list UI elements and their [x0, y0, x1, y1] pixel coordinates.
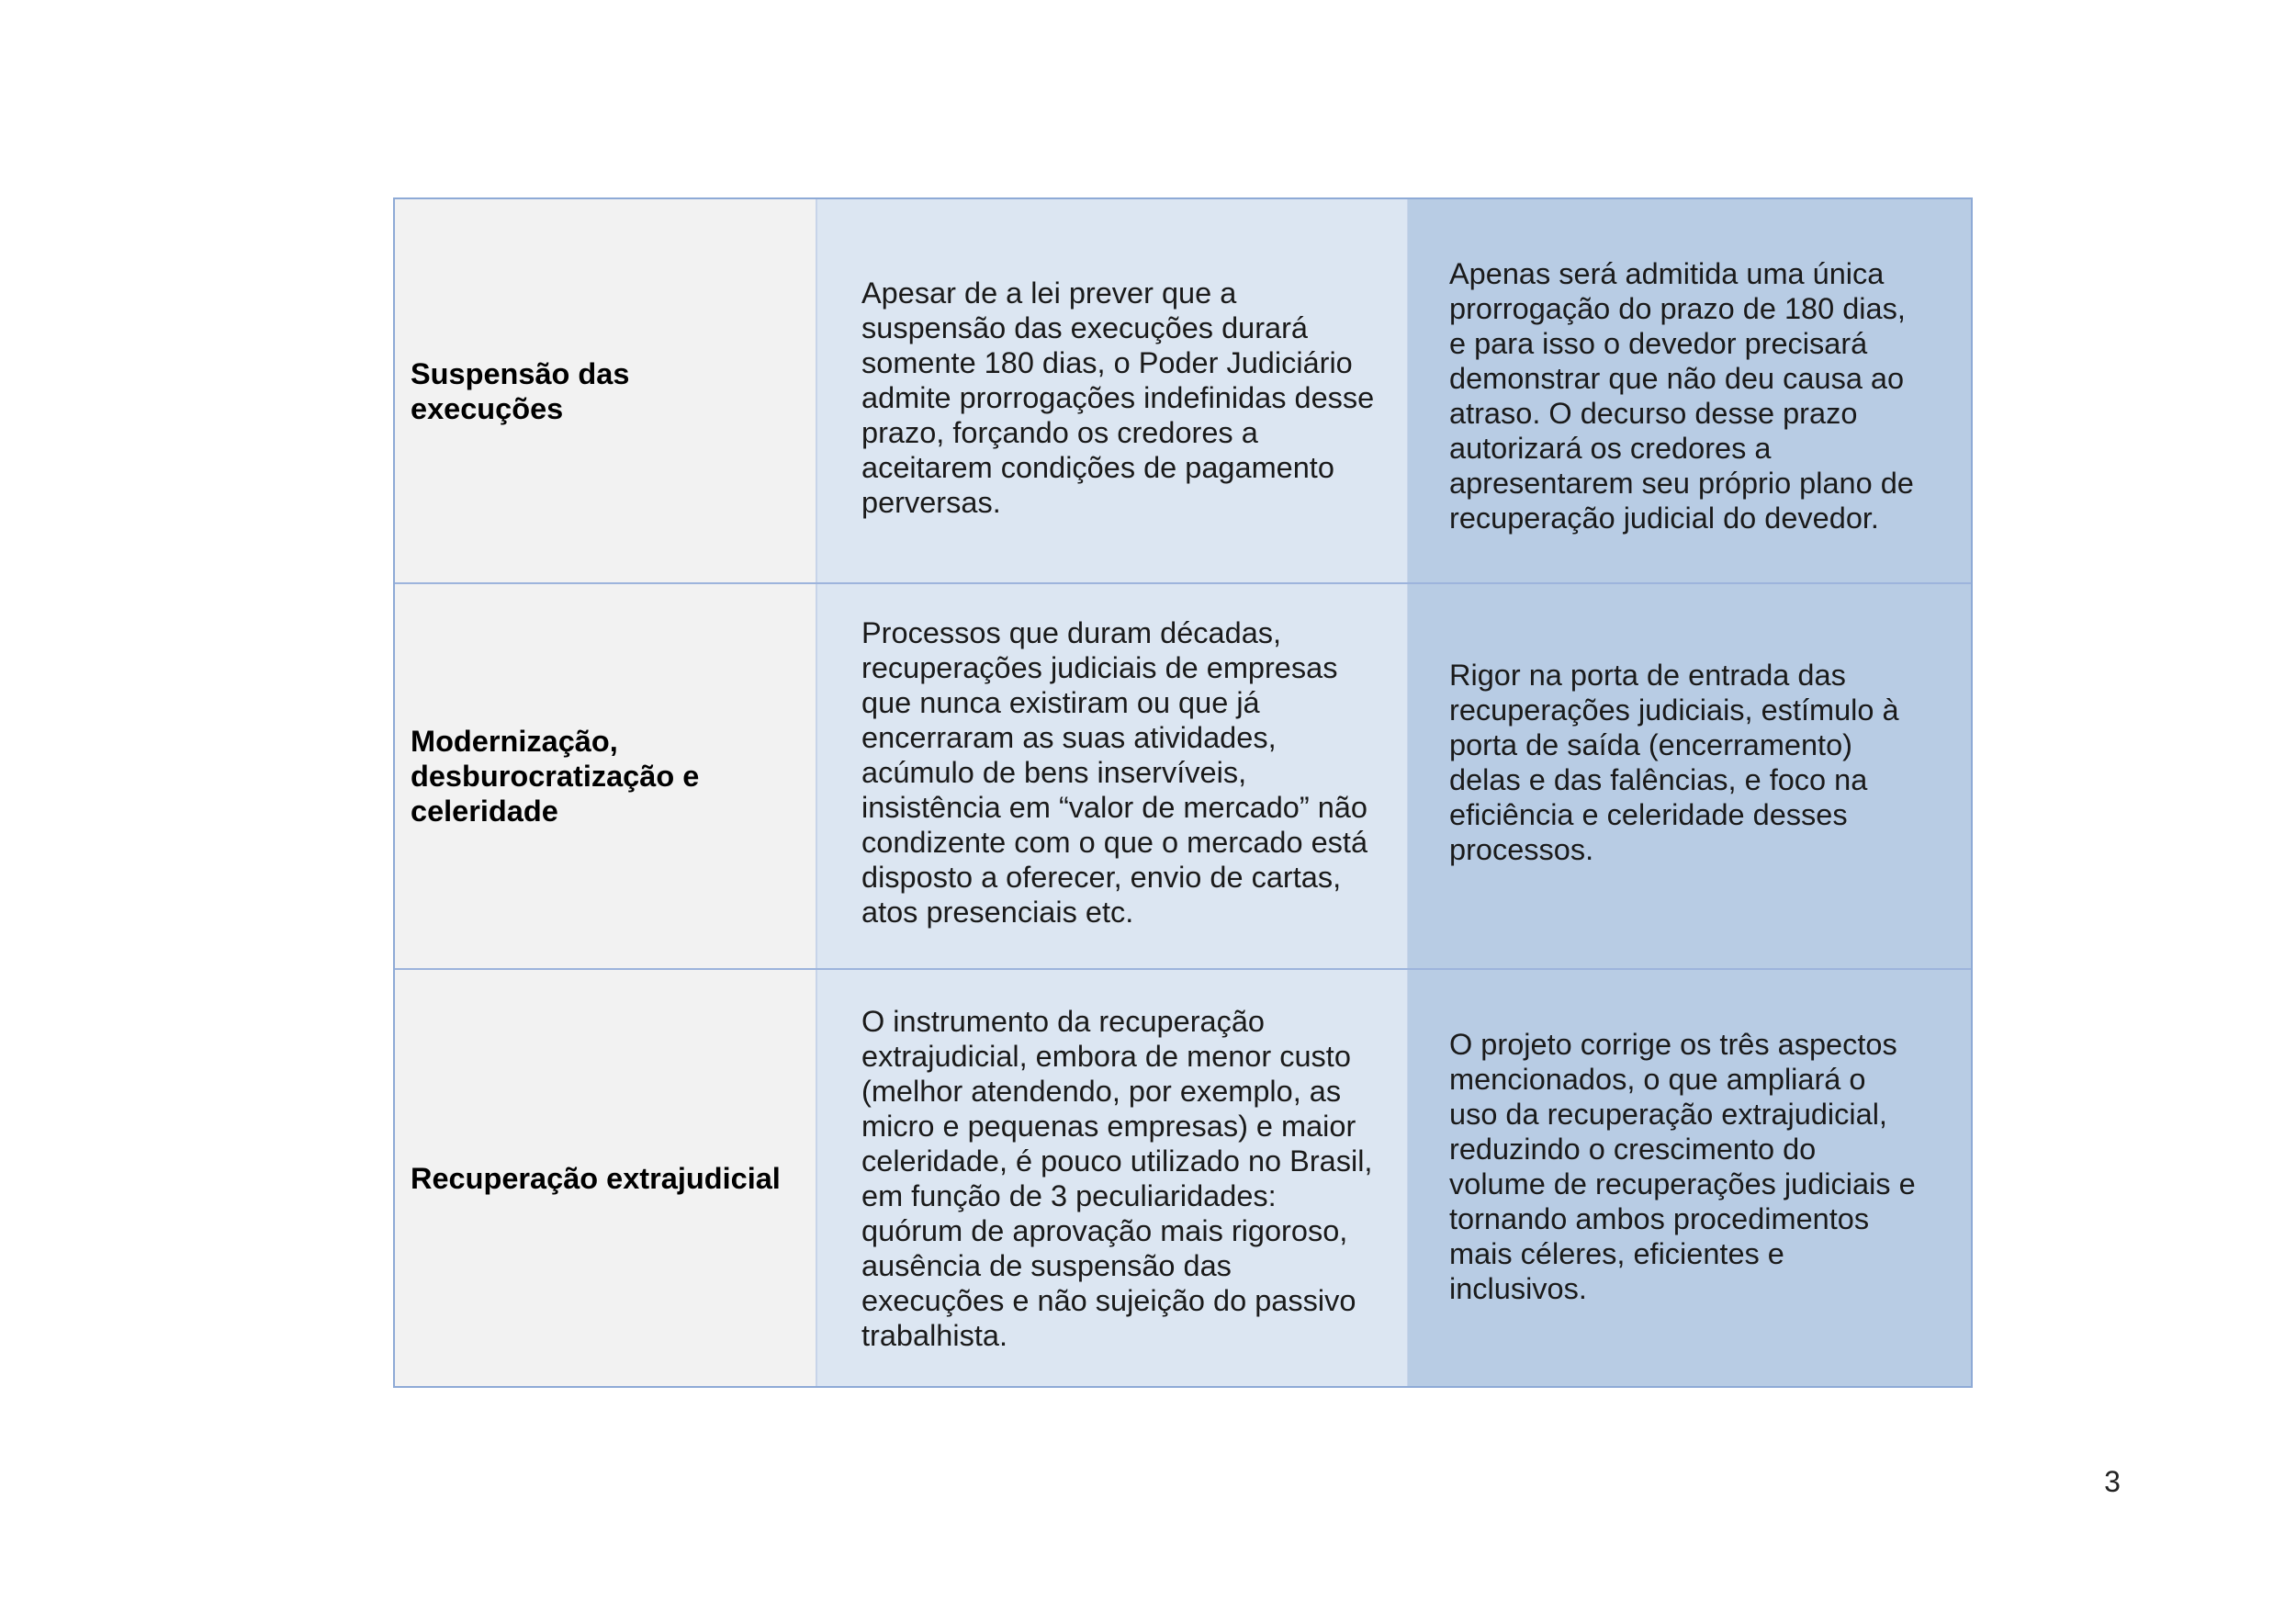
solution-cell: [1408, 584, 1971, 968]
solution-cell: [1408, 199, 1971, 582]
topic-text: Suspensão das execuções: [411, 356, 630, 425]
problem-cell: [817, 584, 1408, 968]
solution-text: Apenas será admitida uma única prorrogação do prazo de 180 dias, e para isso o devedor precisará demonstrar que não deu causa ao atraso. O decurso desse prazo autorizará os credores a apresentarem seu próprio plano de recuperação judicial do devedor.: [1449, 256, 1914, 535]
topic-cell: [395, 970, 817, 1386]
problem-text: Apesar de a lei prever que a suspensão das execuções durará somente 180 dias, o Poder Judiciário admite prorrogações indefinidas desse prazo, forçando os credores a aceitarem condições de pagamento perversas.: [861, 276, 1375, 519]
topic-text: Recuperação extrajudicial: [411, 1161, 781, 1195]
comparison-table: [393, 197, 1973, 1388]
table-row: [395, 582, 1971, 968]
solution-text: O projeto corrige os três aspectos mencionados, o que ampliará o uso da recuperação extrajudicial, reduzindo o crescimento do volume de recuperações judiciais e tornando ambos procedimentos mais céleres, eficientes e inclusivos.: [1449, 1028, 1916, 1305]
table-row: [395, 199, 1971, 582]
topic-cell: [395, 199, 817, 582]
problem-text: O instrumento da recuperação extrajudicial, embora de menor custo (melhor atendendo, por exemplo, as micro e pequenas empresas) e maior celeridade, é pouco utilizado no Brasil, em função de 3 peculiaridades: quórum de aprovação mais rigoroso, ausência de suspensão das execuções e não sujeição do passivo trabalhista.: [861, 1004, 1373, 1352]
solution-text: Rigor na porta de entrada das recuperações judiciais, estímulo à porta de saída (encerramento) delas e das falências, e foco na eficiência e celeridade desses processos.: [1449, 659, 1899, 866]
topic-cell: [395, 584, 817, 968]
topic-text: Modernização, desburocratização e celeridade: [411, 725, 700, 828]
table-row: [395, 968, 1971, 1386]
problem-cell: [817, 199, 1408, 582]
solution-cell: [1408, 970, 1971, 1386]
page-number: 3: [2104, 1465, 2121, 1498]
problem-cell: [817, 970, 1408, 1386]
problem-text: Processos que duram décadas, recuperações judiciais de empresas que nunca existiram ou que já encerraram as suas atividades, acúmulo de bens inservíveis, insistência em “valor de mercado” não condizente com o que o mercado está disposto a oferecer, envio de cartas, atos presenciais etc.: [861, 616, 1368, 929]
